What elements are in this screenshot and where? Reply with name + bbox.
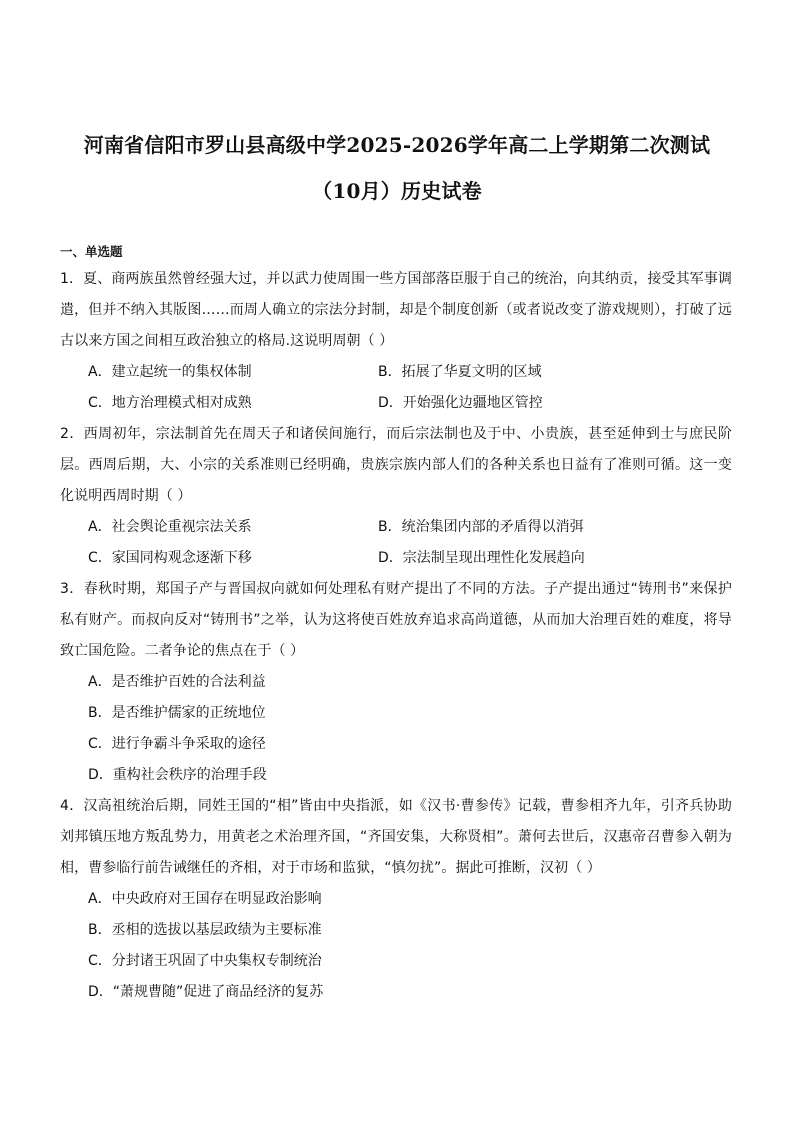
question-3: [60, 574, 732, 791]
option-b: B．拓展了华夏文明的区域: [378, 364, 542, 380]
question-2: [60, 419, 732, 574]
question-stem: 2．西周初年，宗法制首先在周天子和诸侯间施行，而后宗法制也及于中、小贵族，甚至延伸到士与庶民阶层。西周后期，大、小宗的关系准则已经明确，贵族宗族内部人们的各种关系也日益有了准则可循。这一变化说明西周时期（ ）: [60, 426, 732, 504]
option-b: B．是否维护儒家的正统地位: [88, 705, 266, 721]
option-c: C．家国同构观念逐渐下移: [88, 550, 252, 566]
question-list: [60, 264, 732, 1008]
option-row: [60, 388, 732, 419]
question-4: [60, 791, 732, 1008]
option-b: B．统治集团内部的矛盾得以消弭: [378, 519, 584, 535]
option-row: [60, 357, 732, 388]
option-row: [60, 512, 732, 543]
option-a: A．社会舆论重视宗法关系: [88, 519, 252, 535]
option-d: D．开始强化边疆地区管控: [378, 395, 543, 411]
exam-title: 河南省信阳市罗山县高级中学2025-2026学年高二上学期第二次测试（10月）历史试卷: [83, 133, 711, 203]
option-c: C．进行争霸斗争采取的途径: [88, 736, 266, 752]
section-heading: 一、单选题: [60, 244, 123, 259]
option-c: C．地方治理模式相对成熟: [88, 395, 252, 411]
option-d: D．宗法制呈现出理性化发展趋向: [378, 550, 585, 566]
question-stem: 4．汉高祖统治后期，同姓王国的“相”皆由中央指派，如《汉书·曹参传》记载，曹参相齐九年，引齐兵协助刘邦镇压地方叛乱势力，用黄老之术治理齐国，“齐国安集，大称贤相”。萧何去世后，汉惠帝召曹参入朝为相，曹参临行前告诫继任的齐相，对于市场和监狱，“慎勿扰”。据此可推断，汉初（ ）: [60, 798, 732, 876]
question-1: [60, 264, 732, 419]
question-stem: 3．春秋时期，郑国子产与晋国叔向就如何处理私有财产提出了不同的方法。子产提出通过“铸刑书”来保护私有财产。而叔向反对“铸刑书”之举，认为这将使百姓放弃追求高尚道德，从而加大治理百姓的难度，将导致亡国危险。二者争论的焦点在于（ ）: [60, 581, 732, 659]
option-row: [60, 543, 732, 574]
option-a: A．中央政府对王国存在明显政治影响: [88, 891, 322, 907]
option-a: A．建立起统一的集权体制: [88, 364, 252, 380]
question-stem: 1．夏、商两族虽然曾经强大过，并以武力使周围一些方国部落臣服于自己的统治，向其纳贡，接受其军事调遣，但并不纳入其版图……而周人确立的宗法分封制，却是个制度创新（或者说改变了游戏规则），打破了远古以来方国之间相互政治独立的格局.这说明周朝（ ）: [60, 271, 732, 349]
option-a: A．是否维护百姓的合法利益: [88, 674, 266, 690]
option-d: D．“萧规曹随”促进了商品经济的复苏: [88, 984, 324, 1000]
option-c: C．分封诸王巩固了中央集权专制统治: [88, 953, 322, 969]
option-b: B．丞相的选拔以基层政绩为主要标准: [88, 922, 322, 938]
option-d: D．重构社会秩序的治理手段: [88, 767, 267, 783]
